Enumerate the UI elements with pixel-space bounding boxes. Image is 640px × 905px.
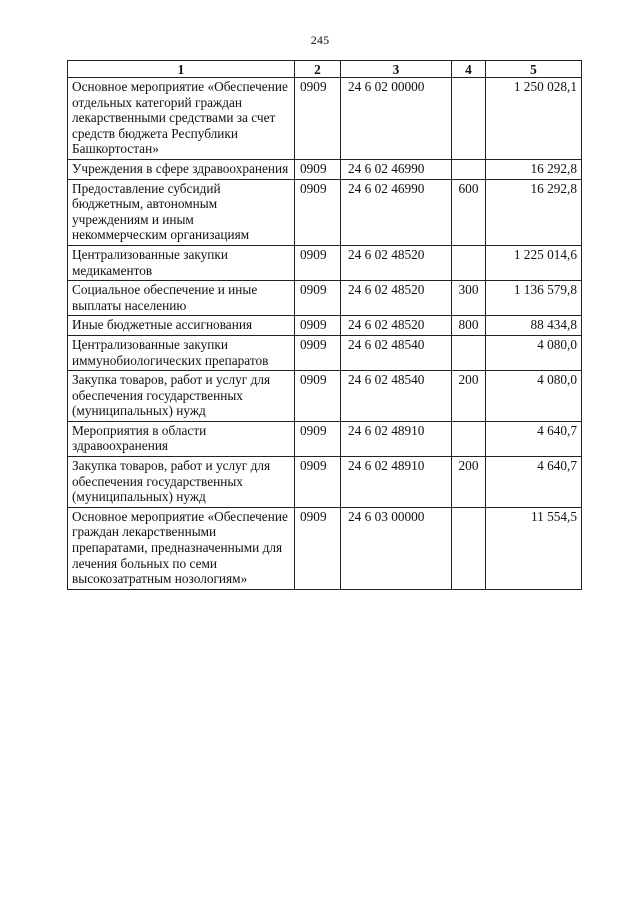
row-amount: 16 292,8 [486, 179, 582, 245]
row-kind: 800 [452, 316, 486, 336]
row-section: 0909 [295, 281, 341, 316]
table-row [68, 457, 582, 508]
row-kind: 300 [452, 281, 486, 316]
header-col-3: 3 [341, 61, 452, 78]
row-kind [452, 245, 486, 280]
row-section: 0909 [295, 179, 341, 245]
header-col-4: 4 [452, 61, 486, 78]
row-section: 0909 [295, 316, 341, 336]
row-section: 0909 [295, 421, 341, 456]
row-target: 24 6 02 46990 [341, 179, 452, 245]
row-name: Закупка товаров, работ и услуг для обеспечения государственных (муниципальных) нужд [68, 457, 295, 508]
row-target: 24 6 02 48540 [341, 335, 452, 370]
table-row [68, 78, 582, 160]
row-target: 24 6 02 48540 [341, 371, 452, 422]
row-section: 0909 [295, 78, 341, 160]
row-target: 24 6 02 48520 [341, 245, 452, 280]
row-target: 24 6 02 46990 [341, 159, 452, 179]
table-row [68, 245, 582, 280]
row-name: Иные бюджетные ассигнования [68, 316, 295, 336]
row-target: 24 6 02 48910 [341, 421, 452, 456]
row-kind [452, 335, 486, 370]
table-row [68, 159, 582, 179]
row-kind: 200 [452, 371, 486, 422]
header-col-1: 1 [68, 61, 295, 78]
row-kind: 200 [452, 457, 486, 508]
header-row [68, 61, 582, 78]
row-section: 0909 [295, 457, 341, 508]
row-name: Мероприятия в области здравоохранения [68, 421, 295, 456]
row-target: 24 6 02 48520 [341, 316, 452, 336]
row-target: 24 6 02 48520 [341, 281, 452, 316]
row-amount: 1 136 579,8 [486, 281, 582, 316]
row-kind [452, 78, 486, 160]
table-row [68, 281, 582, 316]
row-name: Основное мероприятие «Обеспечение граждан лекарственными препаратами, предназначенными для лечения больных по семи высокозатратным нозологиям» [68, 507, 295, 589]
row-amount: 4 640,7 [486, 421, 582, 456]
row-name: Централизованные закупки медикаментов [68, 245, 295, 280]
row-name: Предоставление субсидий бюджетным, автономным учреждениям и иным некоммерческим организациям [68, 179, 295, 245]
table-row [68, 335, 582, 370]
table-row [68, 507, 582, 589]
page-number: 245 [310, 33, 330, 47]
row-target: 24 6 03 00000 [341, 507, 452, 589]
row-amount: 16 292,8 [486, 159, 582, 179]
table-row [68, 371, 582, 422]
row-section: 0909 [295, 335, 341, 370]
budget-table [67, 60, 582, 590]
row-kind [452, 507, 486, 589]
row-target: 24 6 02 48910 [341, 457, 452, 508]
row-kind: 600 [452, 179, 486, 245]
row-section: 0909 [295, 245, 341, 280]
header-col-2: 2 [295, 61, 341, 78]
row-amount: 1 225 014,6 [486, 245, 582, 280]
row-target: 24 6 02 00000 [341, 78, 452, 160]
row-name: Социальное обеспечение и иные выплаты населению [68, 281, 295, 316]
row-amount: 1 250 028,1 [486, 78, 582, 160]
row-name: Основное мероприятие «Обеспечение отдельных категорий граждан лекарственными средствами за счет средств бюджета Республики Башкортостан» [68, 78, 295, 160]
header-col-5: 5 [486, 61, 582, 78]
row-section: 0909 [295, 371, 341, 422]
row-amount: 11 554,5 [486, 507, 582, 589]
row-name: Закупка товаров, работ и услуг для обеспечения государственных (муниципальных) нужд [68, 371, 295, 422]
row-amount: 4 080,0 [486, 335, 582, 370]
row-kind [452, 159, 486, 179]
row-name: Учреждения в сфере здравоохранения [68, 159, 295, 179]
row-name: Централизованные закупки иммунобиологических препаратов [68, 335, 295, 370]
row-kind [452, 421, 486, 456]
row-amount: 4 080,0 [486, 371, 582, 422]
row-amount: 4 640,7 [486, 457, 582, 508]
row-section: 0909 [295, 507, 341, 589]
table-row [68, 421, 582, 456]
table-row [68, 316, 582, 336]
table-row [68, 179, 582, 245]
row-section: 0909 [295, 159, 341, 179]
row-amount: 88 434,8 [486, 316, 582, 336]
